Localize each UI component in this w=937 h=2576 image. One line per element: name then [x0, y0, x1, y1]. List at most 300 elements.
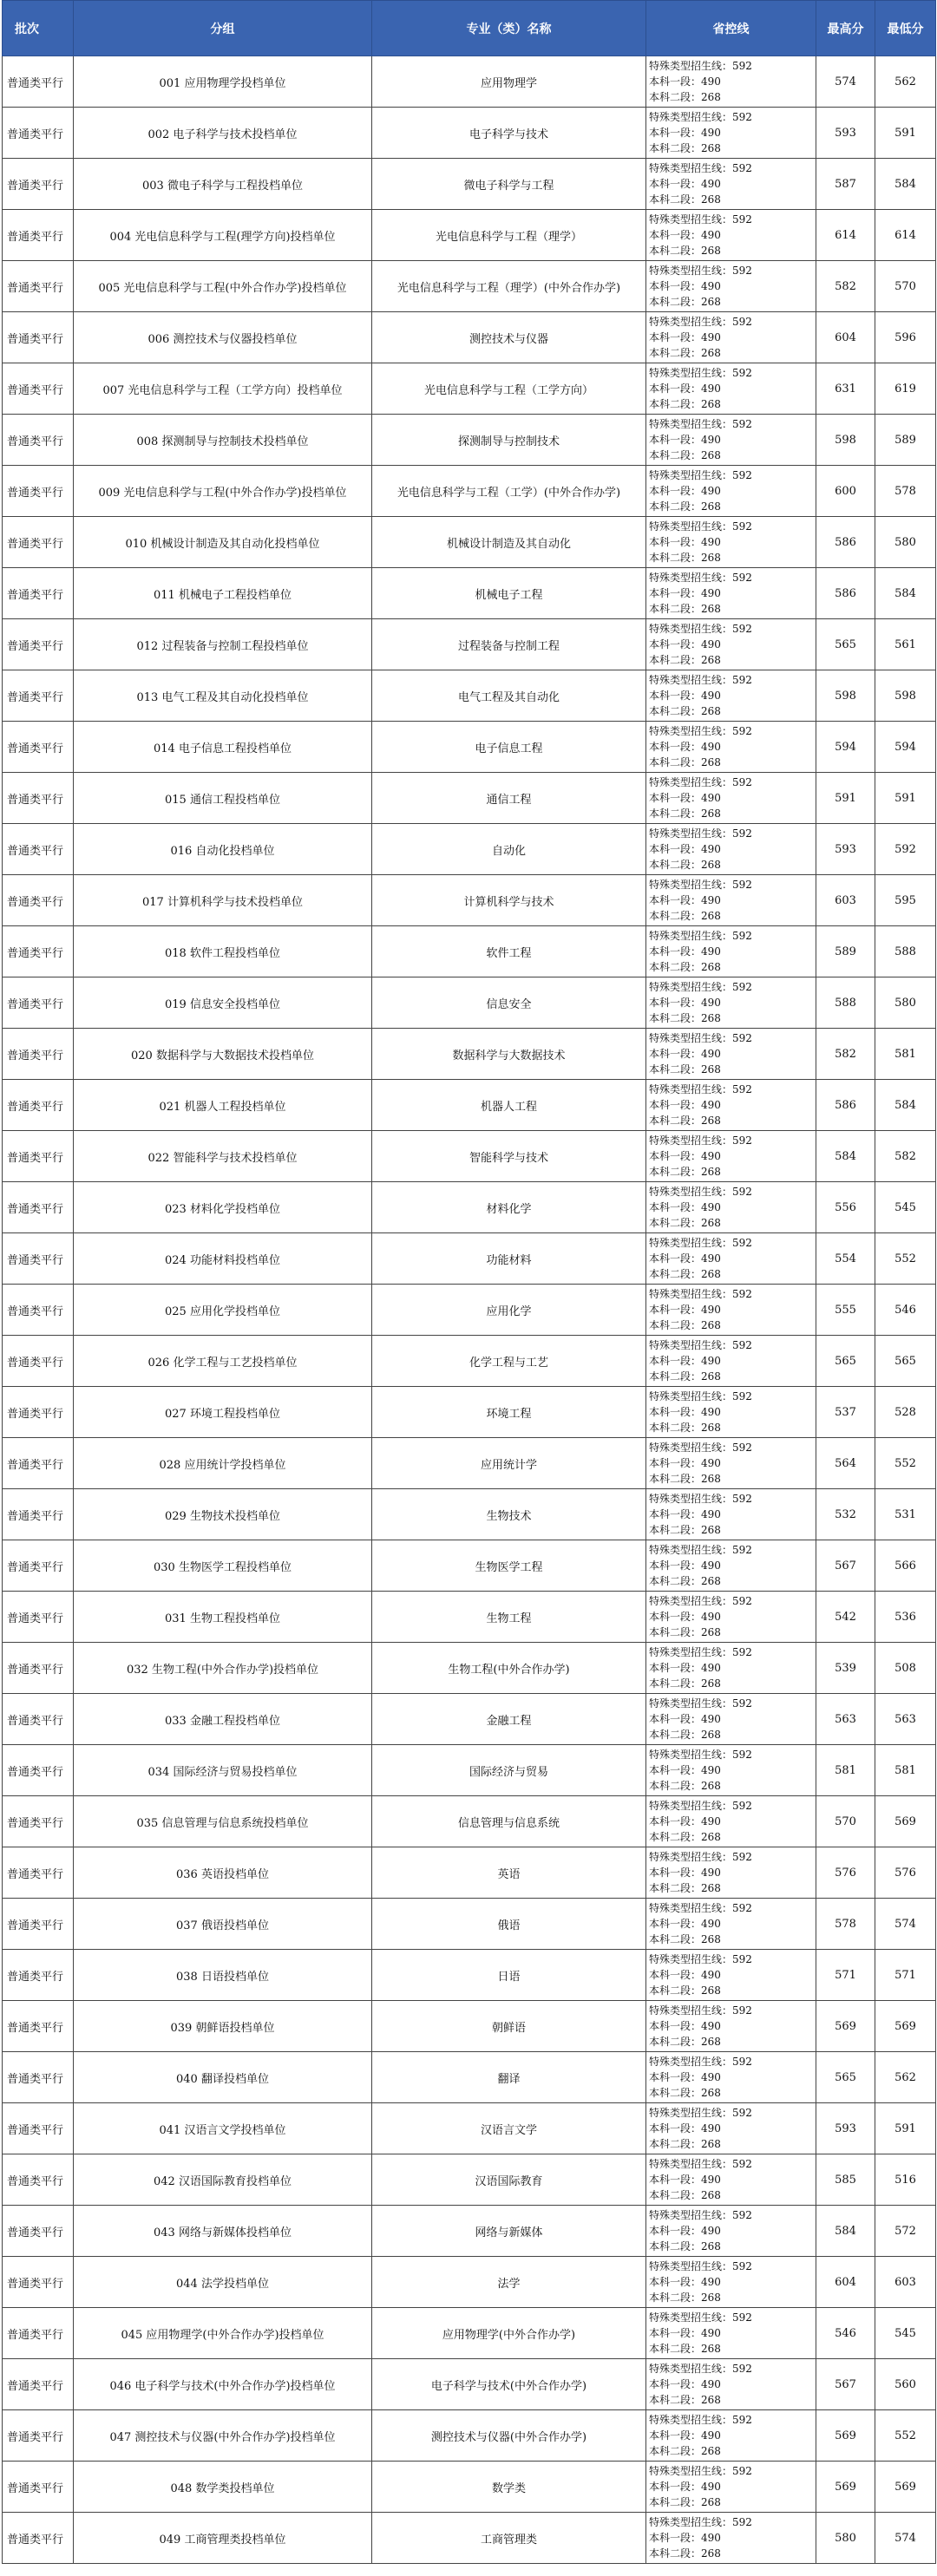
control-line-entry: 特殊类型招生线：592: [649, 674, 752, 686]
control-line-entry: 本科二段：268: [649, 603, 721, 615]
cell-batch: 普通类平行: [3, 363, 74, 415]
control-line-entry: 本科二段：268: [649, 1012, 721, 1024]
cell-group: 010 机械设计制造及其自动化投档单位: [74, 517, 372, 568]
control-line-entry: 特殊类型招生线：592: [649, 1697, 752, 1710]
control-line-entry: 特殊类型招生线：592: [649, 623, 752, 635]
cell-control-line: [646, 1336, 816, 1387]
cell-major: 朝鲜语: [372, 2001, 646, 2052]
cell-min-score: 566: [875, 1540, 936, 1592]
cell-batch: 普通类平行: [3, 1131, 74, 1182]
table-row: [3, 977, 936, 1029]
table-row: [3, 2103, 936, 2154]
control-line-entry: 特殊类型招生线：592: [649, 2004, 752, 2017]
cell-min-score: 584: [875, 1080, 936, 1131]
control-line-entry: 本科一段：490: [649, 843, 721, 855]
control-line-entry: 本科一段：490: [649, 1508, 721, 1520]
header-max-score: 最高分: [816, 1, 875, 56]
cell-max-score: 565: [816, 1336, 875, 1387]
cell-control-line: [646, 466, 816, 517]
cell-group: 048 数学类投档单位: [74, 2462, 372, 2513]
cell-group: 013 电气工程及其自动化投档单位: [74, 670, 372, 722]
cell-max-score: 589: [816, 926, 875, 977]
table-header-row: [3, 1, 936, 56]
cell-control-line: [646, 2462, 816, 2513]
cell-control-line: [646, 2001, 816, 2052]
control-line-entry: 本科二段：268: [649, 756, 721, 768]
cell-control-line: [646, 2410, 816, 2462]
control-line-entry: 本科二段：268: [649, 1780, 721, 1792]
control-line-entry: 本科二段：268: [649, 1422, 721, 1434]
control-line-entry: 本科一段：490: [649, 434, 721, 446]
cell-major: 电子信息工程: [372, 722, 646, 773]
cell-major: 应用统计学: [372, 1438, 646, 1489]
cell-min-score: 594: [875, 722, 936, 773]
cell-control-line: [646, 1131, 816, 1182]
control-line-entry: 本科一段：490: [649, 127, 721, 139]
control-line-entry: 特殊类型招生线：592: [649, 2363, 752, 2375]
cell-batch: 普通类平行: [3, 1899, 74, 1950]
control-line-entry: 本科二段：268: [649, 1729, 721, 1741]
cell-control-line: [646, 2206, 816, 2257]
control-line-entry: 特殊类型招生线：592: [649, 1288, 752, 1300]
admission-scores-table-wrapper: [2, 0, 935, 2564]
control-line-entry: 本科一段：490: [649, 1815, 721, 1827]
control-line-entry: 特殊类型招生线：592: [649, 725, 752, 737]
control-line-entry: 特殊类型招生线：592: [649, 1749, 752, 1761]
cell-major: 信息管理与信息系统: [372, 1796, 646, 1847]
control-line-entry: 本科二段：268: [649, 2087, 721, 2099]
cell-min-score: 552: [875, 2410, 936, 2462]
cell-min-score: 619: [875, 363, 936, 415]
cell-major: 国际经济与贸易: [372, 1745, 646, 1796]
cell-batch: 普通类平行: [3, 1489, 74, 1540]
cell-max-score: 567: [816, 2359, 875, 2410]
control-line-entry: 本科一段：490: [649, 280, 721, 292]
cell-max-score: 584: [816, 1131, 875, 1182]
table-row: [3, 261, 936, 312]
control-line-entry: 本科二段：268: [649, 552, 721, 564]
table-row: [3, 1285, 936, 1336]
cell-batch: 普通类平行: [3, 210, 74, 261]
table-row: [3, 2513, 936, 2564]
cell-max-score: 604: [816, 2257, 875, 2308]
cell-group: 037 俄语投档单位: [74, 1899, 372, 1950]
control-line-entry: 本科二段：268: [649, 1268, 721, 1280]
table-row: [3, 1694, 936, 1745]
cell-min-score: 545: [875, 2308, 936, 2359]
control-line-entry: 特殊类型招生线：592: [649, 1646, 752, 1658]
control-line-entry: 特殊类型招生线：592: [649, 1851, 752, 1863]
table-row: [3, 1847, 936, 1899]
cell-max-score: 569: [816, 2001, 875, 2052]
cell-group: 030 生物医学工程投档单位: [74, 1540, 372, 1592]
control-line-entry: 特殊类型招生线：592: [649, 162, 752, 174]
cell-batch: 普通类平行: [3, 926, 74, 977]
cell-control-line: [646, 1080, 816, 1131]
cell-group: 041 汉语言文学投档单位: [74, 2103, 372, 2154]
control-line-entry: 本科二段：268: [649, 449, 721, 461]
cell-major: 信息安全: [372, 977, 646, 1029]
table-row: [3, 2308, 936, 2359]
cell-min-score: 565: [875, 1336, 936, 1387]
cell-max-score: 593: [816, 824, 875, 875]
cell-max-score: 564: [816, 1438, 875, 1489]
cell-control-line: [646, 1233, 816, 1285]
cell-batch: 普通类平行: [3, 2308, 74, 2359]
cell-major: 俄语: [372, 1899, 646, 1950]
cell-major: 自动化: [372, 824, 646, 875]
cell-control-line: [646, 261, 816, 312]
control-line-entry: 本科二段：268: [649, 654, 721, 666]
control-line-entry: 本科二段：268: [649, 2343, 721, 2355]
cell-max-score: 532: [816, 1489, 875, 1540]
cell-min-score: 592: [875, 824, 936, 875]
admission-scores-table: [2, 0, 936, 2564]
cell-group: 009 光电信息科学与工程(中外合作办学)投档单位: [74, 466, 372, 517]
cell-group: 049 工商管理类投档单位: [74, 2513, 372, 2564]
control-line-entry: 特殊类型招生线：592: [649, 2158, 752, 2170]
table-row: [3, 2410, 936, 2462]
table-row: [3, 108, 936, 159]
cell-group: 034 国际经济与贸易投档单位: [74, 1745, 372, 1796]
cell-group: 024 功能材料投档单位: [74, 1233, 372, 1285]
cell-max-score: 582: [816, 1029, 875, 1080]
cell-group: 036 英语投档单位: [74, 1847, 372, 1899]
table-row: [3, 568, 936, 619]
cell-group: 032 生物工程(中外合作办学)投档单位: [74, 1643, 372, 1694]
control-line-entry: 本科一段：490: [649, 1969, 721, 1981]
cell-major: 通信工程: [372, 773, 646, 824]
control-line-entry: 本科一段：490: [649, 2532, 721, 2544]
control-line-entry: 本科一段：490: [649, 1099, 721, 1111]
cell-max-score: 565: [816, 2052, 875, 2103]
cell-min-score: 570: [875, 261, 936, 312]
cell-control-line: [646, 1592, 816, 1643]
control-line-entry: 特殊类型招生线：592: [649, 2414, 752, 2426]
cell-control-line: [646, 2052, 816, 2103]
control-line-entry: 本科一段：490: [649, 945, 721, 958]
cell-control-line: [646, 1694, 816, 1745]
table-row: [3, 1233, 936, 1285]
cell-major: 机器人工程: [372, 1080, 646, 1131]
control-line-entry: 特殊类型招生线：592: [649, 2056, 752, 2068]
table-row: [3, 2462, 936, 2513]
cell-major: 化学工程与工艺: [372, 1336, 646, 1387]
cell-max-score: 563: [816, 1694, 875, 1745]
cell-min-score: 603: [875, 2257, 936, 2308]
control-line-entry: 本科二段：268: [649, 500, 721, 513]
cell-group: 001 应用物理学投档单位: [74, 56, 372, 108]
table-row: [3, 670, 936, 722]
cell-min-score: 588: [875, 926, 936, 977]
control-line-entry: 本科二段：268: [649, 1575, 721, 1587]
table-row: [3, 159, 936, 210]
control-line-entry: 本科一段：490: [649, 587, 721, 599]
table-row: [3, 415, 936, 466]
table-row: [3, 56, 936, 108]
control-line-entry: 特殊类型招生线：592: [649, 316, 752, 328]
control-line-entry: 本科一段：490: [649, 2071, 721, 2083]
table-row: [3, 1131, 936, 1182]
cell-max-score: 604: [816, 312, 875, 363]
cell-control-line: [646, 363, 816, 415]
cell-batch: 普通类平行: [3, 159, 74, 210]
cell-max-score: 569: [816, 2462, 875, 2513]
cell-control-line: [646, 2513, 816, 2564]
control-line-entry: 本科一段：490: [649, 638, 721, 651]
control-line-entry: 本科二段：268: [649, 245, 721, 257]
control-line-entry: 本科一段：490: [649, 382, 721, 395]
control-line-entry: 本科一段：490: [649, 997, 721, 1009]
cell-group: 023 材料化学投档单位: [74, 1182, 372, 1233]
cell-control-line: [646, 1387, 816, 1438]
control-line-entry: 本科一段：490: [649, 1304, 721, 1316]
cell-min-score: 574: [875, 2513, 936, 2564]
cell-major: 光电信息科学与工程（理学）(中外合作办学): [372, 261, 646, 312]
control-line-entry: 特殊类型招生线：592: [649, 520, 752, 533]
cell-min-score: 591: [875, 2103, 936, 2154]
cell-group: 033 金融工程投档单位: [74, 1694, 372, 1745]
cell-group: 014 电子信息工程投档单位: [74, 722, 372, 773]
cell-major: 机械设计制造及其自动化: [372, 517, 646, 568]
cell-min-score: 574: [875, 1899, 936, 1950]
control-line-entry: 本科二段：268: [649, 1166, 721, 1178]
cell-batch: 普通类平行: [3, 1643, 74, 1694]
cell-max-score: 588: [816, 977, 875, 1029]
cell-max-score: 571: [816, 1950, 875, 2001]
control-line-entry: 本科二段：268: [649, 142, 721, 154]
cell-max-score: 587: [816, 159, 875, 210]
control-line-entry: 特殊类型招生线：592: [649, 213, 752, 226]
cell-major: 工商管理类: [372, 2513, 646, 2564]
control-line-entry: 本科一段：490: [649, 1918, 721, 1930]
cell-batch: 普通类平行: [3, 1336, 74, 1387]
cell-major: 电气工程及其自动化: [372, 670, 646, 722]
control-line-entry: 本科一段：490: [649, 2378, 721, 2390]
cell-major: 材料化学: [372, 1182, 646, 1233]
cell-control-line: [646, 210, 816, 261]
cell-control-line: [646, 415, 816, 466]
table-row: [3, 312, 936, 363]
control-line-entry: 本科二段：268: [649, 1063, 721, 1076]
cell-batch: 普通类平行: [3, 56, 74, 108]
cell-control-line: [646, 722, 816, 773]
cell-batch: 普通类平行: [3, 108, 74, 159]
cell-min-score: 584: [875, 568, 936, 619]
cell-group: 028 应用统计学投档单位: [74, 1438, 372, 1489]
table-row: [3, 722, 936, 773]
cell-major: 功能材料: [372, 1233, 646, 1285]
cell-min-score: 584: [875, 159, 936, 210]
cell-batch: 普通类平行: [3, 568, 74, 619]
cell-batch: 普通类平行: [3, 1029, 74, 1080]
cell-major: 数学类: [372, 2462, 646, 2513]
cell-control-line: [646, 159, 816, 210]
cell-group: 015 通信工程投档单位: [74, 773, 372, 824]
control-line-entry: 特殊类型招生线：592: [649, 1953, 752, 1965]
control-line-entry: 特殊类型招生线：592: [649, 572, 752, 584]
control-line-entry: 本科二段：268: [649, 1626, 721, 1638]
control-line-entry: 特殊类型招生线：592: [649, 2209, 752, 2221]
cell-batch: 普通类平行: [3, 1080, 74, 1131]
control-line-entry: 特殊类型招生线：592: [649, 1083, 752, 1095]
control-line-entry: 本科二段：268: [649, 347, 721, 359]
table-row: [3, 1182, 936, 1233]
cell-group: 016 自动化投档单位: [74, 824, 372, 875]
cell-control-line: [646, 926, 816, 977]
control-line-entry: 特殊类型招生线：592: [649, 981, 752, 993]
cell-group: 019 信息安全投档单位: [74, 977, 372, 1029]
cell-batch: 普通类平行: [3, 2103, 74, 2154]
cell-group: 039 朝鲜语投档单位: [74, 2001, 372, 2052]
cell-batch: 普通类平行: [3, 1233, 74, 1285]
cell-group: 026 化学工程与工艺投档单位: [74, 1336, 372, 1387]
control-line-entry: 特殊类型招生线：592: [649, 2516, 752, 2528]
control-line-entry: 本科二段：268: [649, 859, 721, 871]
cell-group: 038 日语投档单位: [74, 1950, 372, 2001]
table-row: [3, 1950, 936, 2001]
control-line-entry: 本科一段：490: [649, 331, 721, 343]
control-line-entry: 本科二段：268: [649, 961, 721, 973]
cell-control-line: [646, 1847, 816, 1899]
cell-major: 光电信息科学与工程（理学）: [372, 210, 646, 261]
cell-group: 003 微电子科学与工程投档单位: [74, 159, 372, 210]
cell-min-score: 614: [875, 210, 936, 261]
control-line-entry: 本科二段：268: [649, 398, 721, 410]
cell-min-score: 531: [875, 1489, 936, 1540]
control-line-entry: 本科二段：268: [649, 1115, 721, 1127]
table-row: [3, 517, 936, 568]
cell-batch: 普通类平行: [3, 773, 74, 824]
cell-max-score: 581: [816, 1745, 875, 1796]
control-line-entry: 特殊类型招生线：592: [649, 1544, 752, 1556]
control-line-entry: 本科一段：490: [649, 1150, 721, 1162]
cell-control-line: [646, 2359, 816, 2410]
cell-group: 025 应用化学投档单位: [74, 1285, 372, 1336]
cell-control-line: [646, 1899, 816, 1950]
control-line-entry: 本科二段：268: [649, 1984, 721, 1997]
cell-max-score: 565: [816, 619, 875, 670]
control-line-entry: 本科二段：268: [649, 296, 721, 308]
table-row: [3, 1592, 936, 1643]
table-row: [3, 875, 936, 926]
control-line-entry: 特殊类型招生线：592: [649, 2107, 752, 2119]
cell-max-score: 586: [816, 568, 875, 619]
table-row: [3, 2052, 936, 2103]
cell-min-score: 569: [875, 2001, 936, 2052]
cell-control-line: [646, 2154, 816, 2206]
cell-control-line: [646, 773, 816, 824]
cell-batch: 普通类平行: [3, 2206, 74, 2257]
cell-min-score: 596: [875, 312, 936, 363]
cell-min-score: 552: [875, 1438, 936, 1489]
cell-min-score: 528: [875, 1387, 936, 1438]
cell-batch: 普通类平行: [3, 1694, 74, 1745]
cell-max-score: 556: [816, 1182, 875, 1233]
cell-major: 应用物理学: [372, 56, 646, 108]
control-line-entry: 本科一段：490: [649, 1559, 721, 1572]
control-line-entry: 本科一段：490: [649, 75, 721, 88]
control-line-entry: 特殊类型招生线：592: [649, 2311, 752, 2324]
control-line-entry: 特殊类型招生线：592: [649, 1134, 752, 1147]
header-min-score: 最低分: [875, 1, 936, 56]
cell-control-line: [646, 1489, 816, 1540]
cell-group: 004 光电信息科学与工程(理学方向)投档单位: [74, 210, 372, 261]
cell-batch: 普通类平行: [3, 1540, 74, 1592]
cell-batch: 普通类平行: [3, 1285, 74, 1336]
cell-control-line: [646, 568, 816, 619]
cell-control-line: [646, 1950, 816, 2001]
cell-major: 金融工程: [372, 1694, 646, 1745]
cell-group: 046 电子科学与技术(中外合作办学)投档单位: [74, 2359, 372, 2410]
control-line-entry: 本科二段：268: [649, 2189, 721, 2201]
cell-major: 机械电子工程: [372, 568, 646, 619]
cell-max-score: 554: [816, 1233, 875, 1285]
cell-control-line: [646, 312, 816, 363]
cell-group: 005 光电信息科学与工程(中外合作办学)投档单位: [74, 261, 372, 312]
cell-group: 035 信息管理与信息系统投档单位: [74, 1796, 372, 1847]
table-row: [3, 2257, 936, 2308]
table-row: [3, 1080, 936, 1131]
cell-batch: 普通类平行: [3, 2052, 74, 2103]
cell-max-score: 570: [816, 1796, 875, 1847]
control-line-entry: 本科一段：490: [649, 2429, 721, 2442]
cell-major: 汉语言文学: [372, 2103, 646, 2154]
cell-major: 测控技术与仪器(中外合作办学): [372, 2410, 646, 2462]
cell-major: 电子科学与技术: [372, 108, 646, 159]
control-line-entry: 特殊类型招生线：592: [649, 879, 752, 891]
cell-major: 英语: [372, 1847, 646, 1899]
cell-major: 测控技术与仪器: [372, 312, 646, 363]
cell-max-score: 591: [816, 773, 875, 824]
cell-control-line: [646, 2257, 816, 2308]
control-line-entry: 本科二段：268: [649, 2138, 721, 2150]
control-line-entry: 特殊类型招生线：592: [649, 1902, 752, 1914]
cell-major: 计算机科学与技术: [372, 875, 646, 926]
control-line-entry: 特殊类型招生线：592: [649, 1390, 752, 1402]
cell-control-line: [646, 517, 816, 568]
control-line-entry: 本科一段：490: [649, 2122, 721, 2135]
control-line-entry: 特殊类型招生线：592: [649, 60, 752, 72]
cell-batch: 普通类平行: [3, 1182, 74, 1233]
cell-batch: 普通类平行: [3, 466, 74, 517]
cell-max-score: 576: [816, 1847, 875, 1899]
control-line-entry: 特殊类型招生线：592: [649, 1186, 752, 1198]
cell-major: 过程装备与控制工程: [372, 619, 646, 670]
cell-group: 022 智能科学与技术投档单位: [74, 1131, 372, 1182]
cell-batch: 普通类平行: [3, 1592, 74, 1643]
control-line-entry: 特殊类型招生线：592: [649, 265, 752, 277]
cell-major: 光电信息科学与工程（工学方向）: [372, 363, 646, 415]
header-batch: 批次: [3, 1, 74, 56]
control-line-entry: 本科一段：490: [649, 1764, 721, 1776]
control-line-entry: 本科一段：490: [649, 792, 721, 804]
table-row: [3, 1438, 936, 1489]
cell-control-line: [646, 1285, 816, 1336]
cell-major: 智能科学与技术: [372, 1131, 646, 1182]
control-line-entry: 特殊类型招生线：592: [649, 1595, 752, 1607]
cell-batch: 普通类平行: [3, 2154, 74, 2206]
control-line-entry: 本科二段：268: [649, 2240, 721, 2252]
cell-group: 018 软件工程投档单位: [74, 926, 372, 977]
table-row: [3, 466, 936, 517]
cell-min-score: 508: [875, 1643, 936, 1694]
cell-control-line: [646, 824, 816, 875]
control-line-entry: 本科二段：268: [649, 193, 721, 206]
control-line-entry: 本科二段：268: [649, 2394, 721, 2406]
control-line-entry: 本科二段：268: [649, 1831, 721, 1843]
table-body: [3, 56, 936, 2564]
